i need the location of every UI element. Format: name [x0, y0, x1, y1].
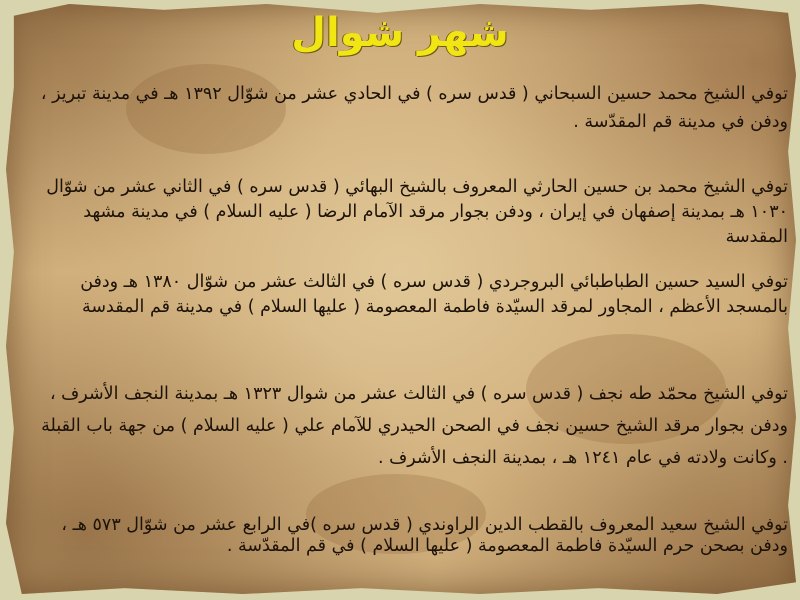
page-title: شهر شوال: [291, 10, 509, 56]
paragraph-3: توفي السيد حسين الطباطبائي البروجردي ( قدس سره ) في الثالث عشر من شوّال ١٣٨٠ هـ ودفن بالمسجد الأعظم ، المجاور لمرقد السيّدة فاطمة المعصومة ( عليها السلام ) في مدينة قم المقدسة: [80, 272, 788, 317]
paragraph-2: توفي الشيخ محمد بن حسين الحارثي المعروف بالشيخ البهائي ( قدس سره ) في الثاني عشر من شوّال ١٠٣٠ هـ بمدينة إصفهان في إيران ، ودفن بجوار مرقد الآمام الرضا ( عليه السلام ) في مدينة مشهد المقدسة: [46, 177, 788, 247]
paragraph-5: توفي الشيخ سعيد المعروف بالقطب الدين الراوندي ( قدس سره )في الرابع عشر من شوّال ٥٧٣ هـ ، ودفن بصحن حرم السيّدة فاطمة المعصومة ( عليها السلام ) في قم المقدّسة .: [61, 515, 788, 556]
paragraph-1: توفي الشيخ محمد حسين السبحاني ( قدس سره ) في الحادي عشر من شوّال ١٣٩٢ هـ في مدينة تبريز ، ودفن في مدينة قم المقدّسة .: [40, 84, 788, 132]
paragraph-4: توفي الشيخ محمّد طه نجف ( قدس سره ) في الثالث عشر من شوال ١٣٢٣ هـ بمدينة النجف الأشرف ، ودفن بجوار مرقد الشيخ حسين نجف في الصحن الحيدري للآمام علي ( عليه السلام ) من جهة باب القبلة . وكانت ولادته في عام ١٢٤١ هـ ، بمدينة النجف الأشرف .: [41, 384, 788, 468]
